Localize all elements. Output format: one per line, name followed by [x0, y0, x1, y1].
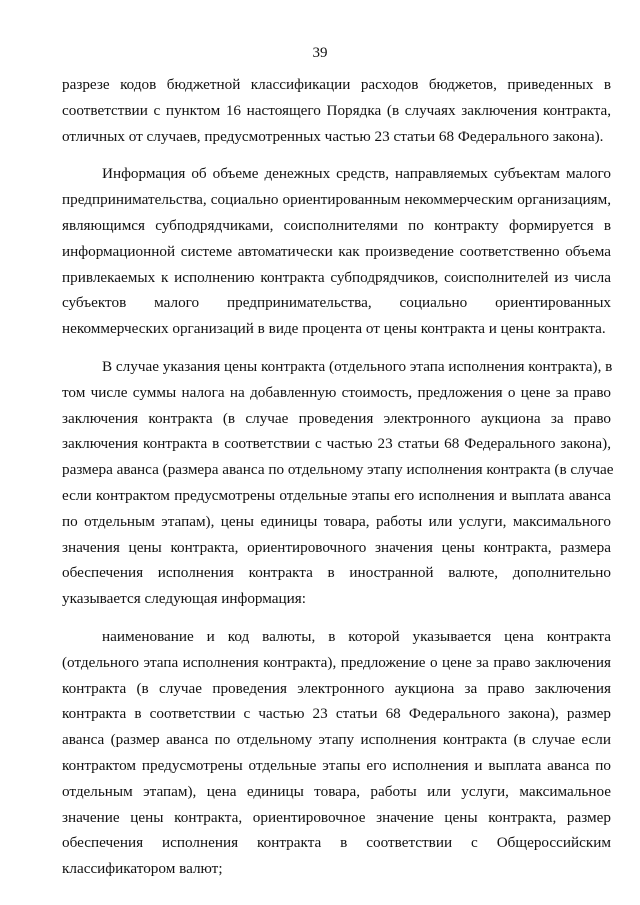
- text-line: том числе суммы налога на добавленную стоимость, предложения о цене за право: [62, 383, 611, 401]
- text-line: субъектов малого предпринимательства, социально ориентированных: [62, 294, 611, 312]
- paragraph: [62, 354, 614, 612]
- text-line: значение цены контракта, ориентировочное значение цены контракта, размер: [62, 808, 611, 826]
- text-line: контракта в соответствии с частью 23 статьи 68 Федерального закона), размер: [62, 705, 611, 723]
- paragraph: [62, 624, 611, 882]
- text-line: указывается следующая информация:: [62, 590, 306, 608]
- text-line: обеспечения исполнения контракта в иностранной валюте, дополнительно: [62, 564, 611, 582]
- text-line: контрактом предусмотрены отдельные этапы его исполнения и выплата аванса по: [62, 756, 611, 774]
- paragraph: [62, 161, 611, 342]
- text-line: информационной системе автоматически как произведение соответственно объема: [62, 242, 611, 260]
- text-line: обеспечения исполнения контракта в соответствии с Общероссийским: [62, 834, 611, 852]
- text-line: являющимся субподрядчиками, соисполнителями по контракту формируется в: [62, 216, 611, 234]
- text-line: аванса (размер аванса по отдельному этапу исполнения контракта (в случае если: [62, 731, 611, 749]
- text-line: отличных от случаев, предусмотренных частью 23 статьи 68 Федерального закона).: [62, 127, 604, 145]
- text-line: некоммерческих организаций в виде процента от цены контракта и цены контракта.: [62, 320, 606, 338]
- text-line: (отдельного этапа исполнения контракта), предложение о цене за право заключения: [62, 653, 611, 671]
- text-line: В случае указания цены контракта (отдельного этапа исполнения контракта), в: [102, 357, 613, 375]
- body-text: [62, 72, 614, 882]
- text-line: значения цены контракта, ориентировочного значения цены контракта, размера: [62, 538, 611, 556]
- paragraph: [62, 72, 611, 149]
- text-line: предпринимательства, социально ориентированным некоммерческим организациям,: [62, 191, 611, 209]
- text-line: привлекаемых к исполнению контракта субподрядчиков, соисполнителей из числа: [62, 268, 611, 286]
- text-line: контракта (в случае проведения электронного аукциона за право заключения: [62, 679, 611, 697]
- page-number: 39: [312, 45, 328, 61]
- text-line: по отдельным этапам), цены единицы товара, работы или услуги, максимального: [62, 512, 611, 530]
- text-line: классификатором валют;: [62, 860, 223, 878]
- text-line: размера аванса (размера аванса по отдельному этапу исполнения контракта (в случае: [62, 461, 614, 479]
- text-line: заключения контракта в соответствии с частью 23 статьи 68 Федерального закона),: [62, 435, 611, 453]
- text-line: соответствии с пунктом 16 настоящего Порядка (в случаях заключения контракта,: [62, 101, 611, 119]
- text-line: разрезе кодов бюджетной классификации расходов бюджетов, приведенных в: [62, 76, 611, 93]
- text-line: отдельным этапам), цена единицы товара, работы или услуги, максимальное: [62, 782, 611, 800]
- text-line: Информация об объеме денежных средств, направляемых субъектам малого: [102, 165, 611, 183]
- text-line: если контрактом предусмотрены отдельные этапы его исполнения и выплата аванса: [62, 486, 611, 504]
- text-line: наименование и код валюты, в которой указывается цена контракта: [102, 627, 611, 645]
- text-line: заключения контракта (в случае проведения электронного аукциона за право: [62, 409, 611, 427]
